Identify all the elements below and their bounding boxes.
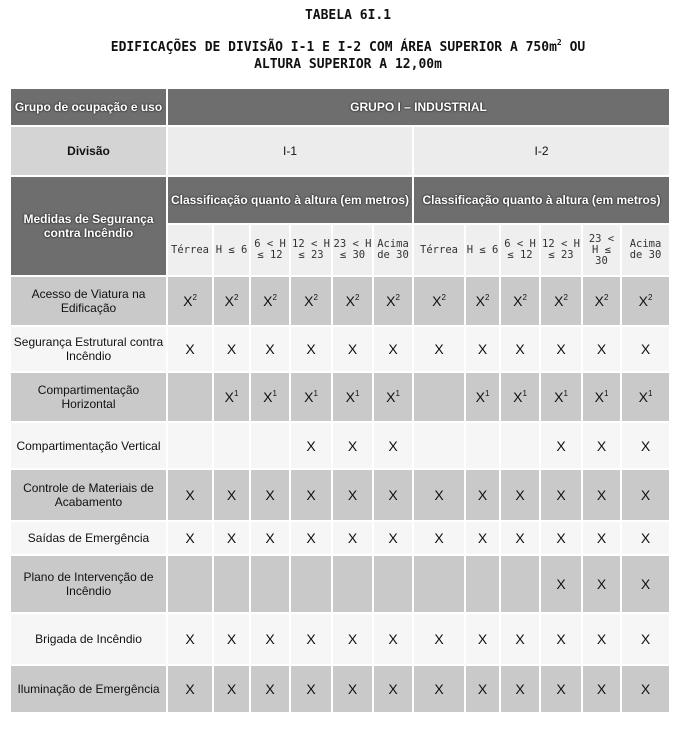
requirement-mark: X — [475, 293, 485, 309]
requirement-mark: X — [226, 530, 237, 546]
requirement-mark: X — [556, 530, 566, 546]
requirement-cell — [214, 470, 249, 520]
requirement-cell — [622, 556, 669, 612]
requirement-cell — [414, 423, 464, 468]
requirement-cell — [466, 666, 499, 712]
requirement-cell — [333, 470, 372, 520]
requirement-cell — [541, 556, 581, 612]
requirement-cell — [374, 277, 412, 325]
subtitle-line2: ALTURA SUPERIOR A 12,00m — [254, 57, 442, 72]
requirement-cell — [333, 423, 372, 468]
requirement-cell — [214, 614, 249, 664]
requirement-mark: X — [306, 341, 316, 357]
requirement-mark: X — [185, 681, 195, 697]
requirement-cell — [501, 522, 539, 554]
group-label: Grupo de ocupação e uso — [11, 89, 166, 125]
requirement-cell — [501, 277, 539, 325]
requirement-cell — [414, 470, 464, 520]
requirement-cell — [333, 327, 372, 371]
requirement-mark: X — [515, 681, 525, 697]
requirement-mark: X — [640, 487, 651, 503]
requirement-cell — [622, 470, 669, 520]
requirement-cell — [214, 373, 249, 421]
table-row — [11, 277, 669, 325]
requirement-cell — [374, 373, 412, 421]
requirement-cell — [622, 373, 669, 421]
height-col-header: 6 < H ≤ 12 — [251, 225, 289, 275]
requirement-mark: X — [556, 341, 566, 357]
requirement-cell — [622, 423, 669, 468]
requirement-cell — [251, 666, 289, 712]
requirement-mark: X — [185, 341, 195, 357]
requirement-cell — [168, 470, 212, 520]
table-row — [11, 556, 669, 612]
requirement-note: 2 — [563, 293, 568, 302]
requirement-cell — [466, 470, 499, 520]
requirement-cell — [214, 423, 249, 468]
height-col-header: Térrea — [168, 225, 212, 275]
requirement-cell — [583, 556, 620, 612]
division-i2: I-2 — [414, 127, 669, 175]
requirement-mark: X — [556, 576, 566, 592]
requirement-mark: X — [596, 681, 607, 697]
requirement-cell — [333, 666, 372, 712]
requirement-cell — [583, 666, 620, 712]
requirement-cell — [251, 470, 289, 520]
height-col-header: 12 < H ≤ 23 — [291, 225, 331, 275]
requirement-cell — [541, 522, 581, 554]
measure-label: Brigada de Incêndio — [11, 614, 166, 664]
height-col-header: H ≤ 6 — [466, 225, 499, 275]
requirement-note: 2 — [441, 293, 446, 302]
requirement-note: 1 — [603, 389, 609, 398]
height-col-header: H ≤ 6 — [214, 225, 249, 275]
requirement-mark: X — [265, 341, 275, 357]
requirement-mark: X — [226, 631, 237, 647]
table-row — [11, 666, 669, 712]
requirement-mark: X — [434, 341, 444, 357]
requirement-cell — [168, 327, 212, 371]
requirement-cell — [374, 327, 412, 371]
height-col-header: 23 < H ≤ 30 — [333, 225, 372, 275]
requirement-cell — [251, 556, 289, 612]
requirement-cell — [414, 327, 464, 371]
requirement-mark: X — [477, 631, 488, 647]
requirement-mark: X — [640, 681, 651, 697]
requirement-mark: X — [556, 437, 566, 454]
requirement-mark: X — [434, 530, 444, 546]
requirement-mark: X — [304, 389, 314, 405]
requirement-mark: X — [226, 487, 237, 503]
requirement-mark: X — [434, 631, 444, 647]
height-col-header: Acima de 30 — [374, 225, 412, 275]
requirement-mark: X — [594, 389, 604, 405]
requirement-mark: X — [347, 437, 358, 454]
requirement-mark: X — [596, 631, 607, 647]
requirement-mark: X — [263, 389, 273, 405]
height-class-i1: Classificação quanto à altura (em metros) — [168, 177, 412, 223]
subtitle-superscript: 2 — [556, 38, 562, 47]
requirement-mark: X — [263, 293, 273, 309]
requirement-cell — [541, 327, 581, 371]
requirement-mark: X — [515, 487, 525, 503]
requirement-cell — [466, 522, 499, 554]
requirement-mark: X — [515, 530, 525, 546]
requirement-mark: X — [596, 341, 607, 357]
table-title: TABELA 6I.1 — [304, 8, 392, 23]
requirement-mark: X — [226, 341, 237, 357]
requirement-mark: X — [434, 487, 444, 503]
requirement-cell — [333, 614, 372, 664]
requirement-cell — [541, 666, 581, 712]
requirement-cell — [333, 522, 372, 554]
table-row — [11, 522, 669, 554]
requirement-cell — [251, 277, 289, 325]
requirement-mark: X — [515, 631, 525, 647]
requirement-note: 2 — [272, 293, 277, 302]
requirement-mark: X — [345, 293, 355, 309]
measures-label: Medidas de Segurança contra Incêndio — [11, 177, 166, 275]
requirement-cell — [466, 327, 499, 371]
requirement-mark: X — [477, 530, 488, 546]
requirement-mark: X — [640, 631, 651, 647]
requirement-mark: X — [596, 530, 607, 546]
requirement-cell — [466, 614, 499, 664]
requirement-cell — [414, 277, 464, 325]
height-class-i2: Classificação quanto à altura (em metros) — [414, 177, 669, 223]
requirement-mark: X — [640, 530, 651, 546]
requirement-note: 2 — [647, 293, 653, 302]
requirement-mark: X — [388, 341, 398, 357]
requirement-mark: X — [306, 437, 316, 454]
requirement-mark: X — [640, 341, 651, 357]
requirement-note: 1 — [647, 389, 653, 398]
requirement-note: 2 — [484, 293, 490, 302]
measure-label: Compartimentação Horizontal — [11, 373, 166, 421]
requirement-note: 2 — [233, 293, 239, 302]
requirement-mark: X — [347, 530, 358, 546]
requirement-cell — [501, 556, 539, 612]
requirement-cell — [374, 614, 412, 664]
requirement-mark: X — [594, 293, 604, 309]
requirement-mark: X — [265, 681, 275, 697]
requirement-cell — [168, 522, 212, 554]
requirement-mark: X — [185, 487, 195, 503]
requirement-mark: X — [477, 487, 488, 503]
requirement-mark: X — [386, 293, 396, 309]
requirement-cell — [622, 666, 669, 712]
measure-label: Saídas de Emergência — [11, 522, 166, 554]
requirement-cell — [541, 470, 581, 520]
safety-measures-table — [9, 87, 671, 714]
requirement-mark: X — [386, 389, 396, 405]
requirement-mark: X — [347, 631, 358, 647]
requirement-mark: X — [475, 389, 485, 405]
requirement-mark: X — [388, 631, 398, 647]
requirement-mark: X — [306, 487, 316, 503]
requirement-cell — [583, 373, 620, 421]
requirement-mark: X — [596, 487, 607, 503]
division-label: Divisão — [11, 127, 166, 175]
measure-label: Iluminação de Emergência — [11, 666, 166, 712]
requirement-cell — [622, 277, 669, 325]
requirement-cell — [291, 470, 331, 520]
division-i1: I-1 — [168, 127, 412, 175]
requirement-cell — [251, 327, 289, 371]
measure-label: Controle de Materiais de Acabamento — [11, 470, 166, 520]
requirement-mark: X — [224, 389, 234, 405]
requirement-cell — [541, 423, 581, 468]
requirement-note: 1 — [522, 389, 527, 398]
requirement-mark: X — [226, 681, 237, 697]
requirement-note: 2 — [354, 293, 360, 302]
requirement-cell — [168, 373, 212, 421]
requirement-cell — [291, 327, 331, 371]
requirement-cell — [333, 556, 372, 612]
requirement-note: 2 — [522, 293, 527, 302]
requirement-mark: X — [638, 389, 648, 405]
requirement-cell — [168, 556, 212, 612]
requirement-mark: X — [265, 631, 275, 647]
requirement-mark: X — [388, 437, 398, 454]
requirement-mark: X — [388, 681, 398, 697]
requirement-cell — [291, 522, 331, 554]
requirement-mark: X — [304, 293, 314, 309]
requirement-mark: X — [265, 530, 275, 546]
requirement-cell — [291, 614, 331, 664]
requirement-cell — [501, 327, 539, 371]
table-subtitle — [0, 34, 696, 73]
requirement-cell — [291, 423, 331, 468]
requirement-note: 2 — [313, 293, 318, 302]
requirement-cell — [501, 373, 539, 421]
requirement-cell — [251, 373, 289, 421]
requirement-cell — [374, 522, 412, 554]
requirement-mark: X — [638, 293, 648, 309]
requirement-cell — [291, 373, 331, 421]
requirement-mark: X — [306, 530, 316, 546]
requirement-mark: X — [347, 341, 358, 357]
requirement-cell — [214, 666, 249, 712]
requirement-cell — [214, 277, 249, 325]
requirement-cell — [214, 556, 249, 612]
requirement-cell — [414, 556, 464, 612]
height-col-header: 6 < H ≤ 12 — [501, 225, 539, 275]
requirement-cell — [583, 470, 620, 520]
requirement-cell — [333, 277, 372, 325]
requirement-cell — [501, 470, 539, 520]
requirement-cell — [541, 373, 581, 421]
requirement-mark: X — [556, 487, 566, 503]
requirement-cell — [251, 423, 289, 468]
requirement-cell — [501, 666, 539, 712]
requirement-cell — [214, 327, 249, 371]
requirement-mark: X — [554, 293, 564, 309]
height-col-header: 23 < H ≤ 30 — [583, 225, 620, 275]
requirement-cell — [168, 614, 212, 664]
requirement-cell — [622, 522, 669, 554]
requirement-cell — [466, 373, 499, 421]
requirement-cell — [583, 277, 620, 325]
requirement-cell — [501, 614, 539, 664]
requirement-mark: X — [265, 487, 275, 503]
table-row — [11, 423, 669, 468]
requirement-cell — [414, 614, 464, 664]
requirement-cell — [251, 522, 289, 554]
requirement-note: 1 — [563, 389, 568, 398]
requirement-mark: X — [554, 389, 564, 405]
requirement-mark: X — [477, 681, 488, 697]
height-col-header: 12 < H ≤ 23 — [541, 225, 581, 275]
requirement-cell — [333, 373, 372, 421]
table-row — [11, 470, 669, 520]
requirement-note: 1 — [354, 389, 360, 398]
requirement-mark: X — [432, 293, 442, 309]
group-value: GRUPO I – INDUSTRIAL — [168, 89, 669, 125]
requirement-mark: X — [556, 681, 566, 697]
requirement-cell — [168, 277, 212, 325]
requirement-mark: X — [640, 576, 651, 592]
table-row — [11, 327, 669, 371]
requirement-mark: X — [477, 341, 488, 357]
requirement-cell — [291, 556, 331, 612]
height-col-header: Acima de 30 — [622, 225, 669, 275]
requirement-note: 1 — [233, 389, 239, 398]
requirement-mark: X — [388, 530, 398, 546]
requirement-cell — [291, 666, 331, 712]
requirement-cell — [583, 423, 620, 468]
requirement-note: 2 — [192, 293, 197, 302]
requirement-cell — [374, 556, 412, 612]
requirement-mark: X — [347, 681, 358, 697]
requirement-mark: X — [185, 631, 195, 647]
requirement-cell — [466, 423, 499, 468]
requirement-mark: X — [515, 341, 525, 357]
requirement-mark: X — [306, 631, 316, 647]
requirement-cell — [622, 327, 669, 371]
subtitle-text: EDIFICAÇÕES DE DIVISÃO I-1 E I-2 COM ÁREA SUPERIOR A 750m — [110, 40, 557, 55]
requirement-cell — [251, 614, 289, 664]
table-row — [11, 373, 669, 421]
requirement-cell — [466, 277, 499, 325]
requirement-cell — [374, 470, 412, 520]
requirement-note: 1 — [484, 389, 490, 398]
measure-label: Acesso de Viatura na Edificação — [11, 277, 166, 325]
requirement-cell — [168, 666, 212, 712]
requirement-mark: X — [306, 681, 316, 697]
measure-label: Segurança Estrutural contra Incêndio — [11, 327, 166, 371]
requirement-cell — [501, 423, 539, 468]
requirement-cell — [541, 614, 581, 664]
height-col-header: Térrea — [414, 225, 464, 275]
requirement-mark: X — [556, 631, 566, 647]
requirement-cell — [414, 522, 464, 554]
requirement-cell — [466, 556, 499, 612]
measure-label: Plano de Intervenção de Incêndio — [11, 556, 166, 612]
requirement-mark: X — [434, 681, 444, 697]
requirement-cell — [414, 666, 464, 712]
requirement-cell — [583, 327, 620, 371]
requirement-cell — [583, 614, 620, 664]
requirement-mark: X — [640, 437, 651, 454]
requirement-cell — [414, 373, 464, 421]
requirement-mark: X — [185, 530, 195, 546]
requirement-cell — [374, 423, 412, 468]
requirement-mark: X — [596, 437, 607, 454]
measure-label: Compartimentação Vertical — [11, 423, 166, 468]
requirement-mark: X — [388, 487, 398, 503]
requirement-cell — [541, 277, 581, 325]
requirement-note: 1 — [272, 389, 277, 398]
requirement-mark: X — [513, 389, 523, 405]
requirement-mark: X — [183, 293, 193, 309]
requirement-note: 1 — [313, 389, 318, 398]
requirement-mark: X — [347, 487, 358, 503]
requirement-cell — [622, 614, 669, 664]
requirement-mark: X — [224, 293, 234, 309]
requirement-cell — [168, 423, 212, 468]
requirement-cell — [583, 522, 620, 554]
requirement-mark: X — [596, 576, 607, 592]
requirement-mark: X — [513, 293, 523, 309]
table-row — [11, 614, 669, 664]
requirement-cell — [214, 522, 249, 554]
requirement-note: 1 — [395, 389, 400, 398]
subtitle-or: OU — [569, 40, 586, 55]
requirement-note: 2 — [603, 293, 609, 302]
requirement-note: 2 — [395, 293, 400, 302]
requirement-mark: X — [345, 389, 355, 405]
requirement-cell — [374, 666, 412, 712]
requirement-cell — [291, 277, 331, 325]
